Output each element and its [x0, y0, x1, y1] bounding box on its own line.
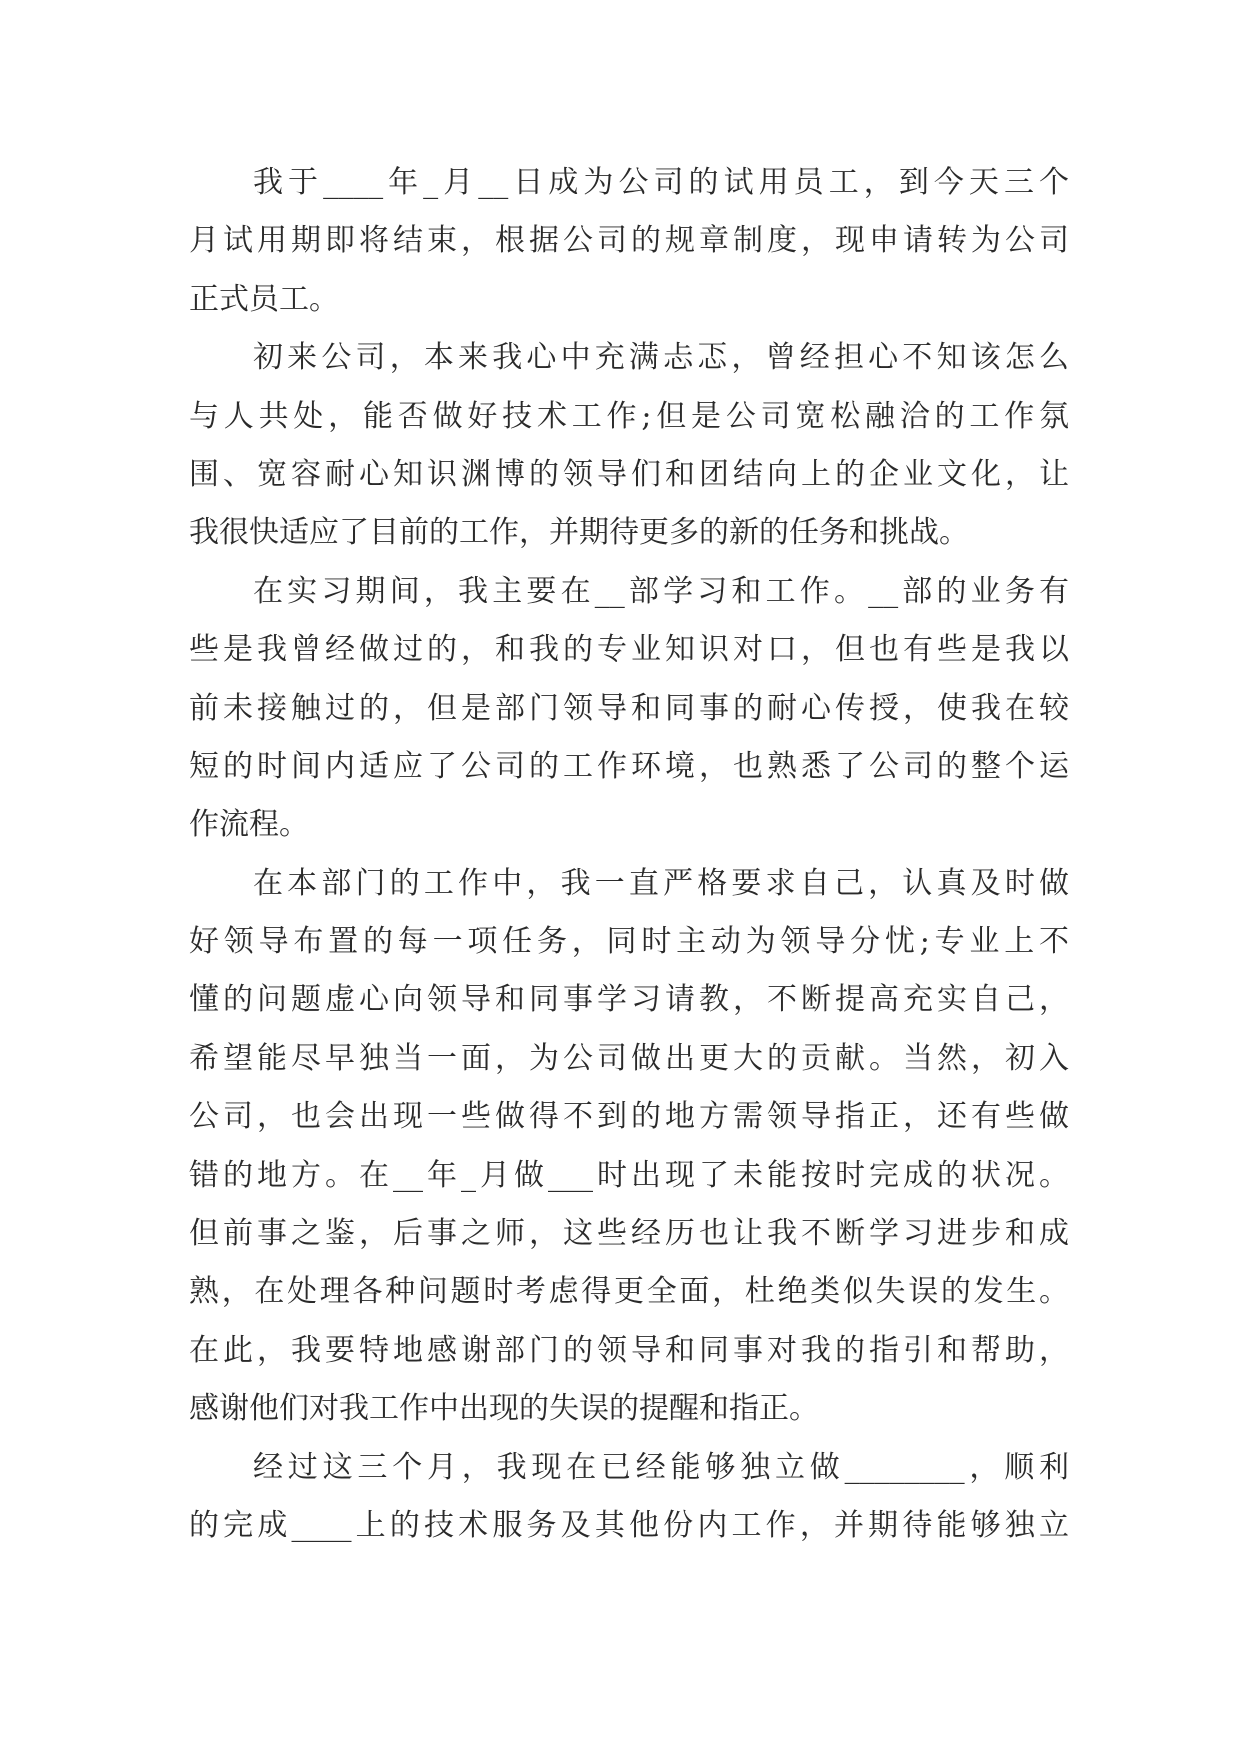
text-line: 公司，也会出现一些做得不到的地方需领导指正，还有些做	[189, 1099, 1069, 1135]
document-body	[189, 154, 1069, 1555]
text-line: 与人共处，能否做好技术工作;但是公司宽松融洽的工作氛	[189, 398, 1069, 434]
text-line: 在此，我要特地感谢部门的领导和同事对我的指引和帮助，	[189, 1332, 1069, 1368]
text-line: 在实习期间，我主要在__部学习和工作。__部的业务有	[253, 573, 1069, 609]
text-line: 的完成____上的技术服务及其他份内工作，并期待能够独立	[189, 1507, 1069, 1543]
paragraph-1	[189, 154, 1069, 329]
paragraph-5	[189, 1439, 1069, 1556]
text-line: 些是我曾经做过的，和我的专业知识对口，但也有些是我以	[189, 632, 1069, 668]
text-line: 熟，在处理各种问题时考虑得更全面，杜绝类似失误的发生。	[189, 1274, 1069, 1310]
text-line: 好领导布置的每一项任务，同时主动为领导分忧;专业上不	[189, 924, 1069, 960]
text-line: 围、宽容耐心知识渊博的领导们和团结向上的企业文化，让	[189, 456, 1069, 492]
text-line: 前未接触过的，但是部门领导和同事的耐心传授，使我在较	[189, 690, 1069, 726]
text-line: 短的时间内适应了公司的工作环境，也熟悉了公司的整个运	[189, 748, 1069, 784]
text-line: 月试用期即将结束，根据公司的规章制度，现申请转为公司	[189, 223, 1069, 259]
text-line: 作流程。	[189, 807, 309, 843]
text-line: 错的地方。在__年_月做___时出现了未能按时完成的状况。	[189, 1157, 1069, 1193]
paragraph-3	[189, 563, 1069, 855]
text-line: 我于____年_月__日成为公司的试用员工，到今天三个	[253, 165, 1069, 200]
paragraph-2	[189, 329, 1069, 563]
text-line: 我很快适应了目前的工作，并期待更多的新的任务和挑战。	[189, 515, 969, 551]
text-line: 感谢他们对我工作中出现的失误的提醒和指正。	[189, 1391, 819, 1427]
text-line: 懂的问题虚心向领导和同事学习请教，不断提高充实自己，	[189, 982, 1069, 1018]
text-line: 希望能尽早独当一面，为公司做出更大的贡献。当然，初入	[189, 1040, 1069, 1076]
text-line: 初来公司，本来我心中充满忐忑，曾经担心不知该怎么	[253, 340, 1069, 376]
text-line: 经过这三个月，我现在已经能够独立做________，顺利	[253, 1449, 1069, 1485]
paragraph-4	[189, 855, 1069, 1439]
text-line: 正式员工。	[189, 281, 339, 317]
text-line: 在本部门的工作中，我一直严格要求自己，认真及时做	[253, 865, 1069, 901]
text-line: 但前事之鉴，后事之师，这些经历也让我不断学习进步和成	[189, 1216, 1069, 1252]
